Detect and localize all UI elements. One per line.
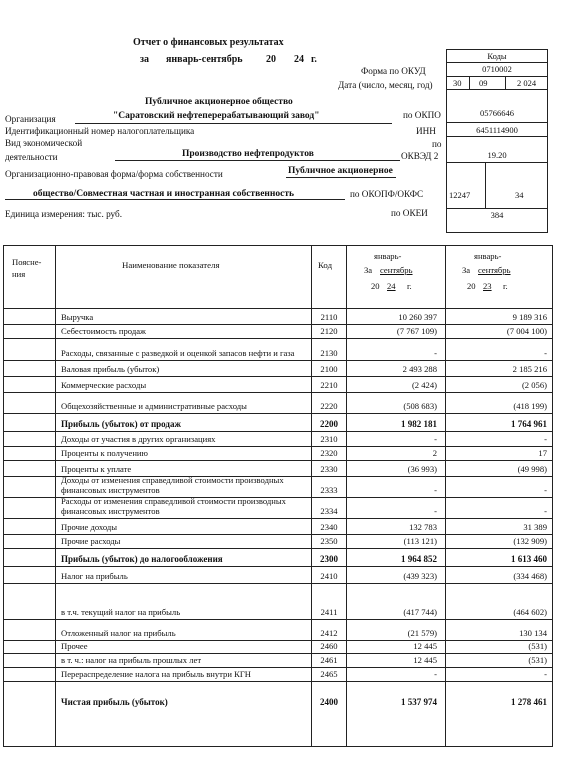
table-row	[4, 534, 552, 548]
table-row	[4, 338, 552, 360]
year-prefix: 20	[266, 54, 276, 65]
row-value-current: -	[434, 434, 437, 444]
row-value-previous: -	[544, 434, 547, 444]
row-value-current: 12 445	[413, 641, 437, 651]
row-name: Перераспределение налога на прибыль внутри КГН	[61, 669, 251, 679]
row-name: Выручка	[61, 312, 94, 322]
row-name: Прочее	[61, 641, 88, 651]
col-header-p1-d: 20	[371, 281, 380, 291]
row-name: Прибыль (убыток) от продаж	[61, 419, 181, 429]
report-period: январь-сентябрь	[166, 54, 243, 65]
okved-label-top: по	[432, 139, 442, 149]
okei-label: по ОКЕИ	[391, 208, 428, 218]
row-value-current: -	[434, 669, 437, 679]
col-header-p1-e: 24	[387, 281, 396, 291]
row-value-previous: (132 909)	[513, 536, 547, 546]
row-code: 2220	[320, 401, 338, 411]
row-value-current: (21 579)	[407, 628, 437, 638]
codes-box	[446, 49, 548, 233]
report-title: Отчет о финансовых результатах	[133, 37, 284, 48]
row-value-previous: (531)	[528, 655, 547, 665]
row-value-current: (508 683)	[403, 401, 437, 411]
row-value-current: (113 121)	[403, 536, 437, 546]
okved-label: ОКВЭД 2	[401, 151, 439, 161]
row-value-current: (439 323)	[403, 571, 437, 581]
row-name: Прибыль (убыток) до налогообложения	[61, 554, 223, 564]
row-code: 2411	[320, 607, 338, 617]
row-value-previous: 17	[538, 448, 547, 458]
row-name: Расходы от изменения справедливой стоимости производных финансовых инструментов	[61, 496, 286, 516]
table-row	[4, 376, 552, 392]
row-value-current: 1 537 974	[401, 697, 437, 707]
okved-value: 19.20	[487, 150, 507, 160]
row-code: 2210	[320, 380, 338, 390]
table-row	[4, 446, 552, 460]
col-header-p2-b: За	[462, 265, 471, 275]
row-name: Общехозяйственные и административные расходы	[61, 401, 247, 411]
row-value-previous: -	[544, 348, 547, 358]
row-value-previous: 31 389	[523, 522, 547, 532]
date-month: 09	[479, 78, 488, 88]
okopf-value: 12247	[449, 190, 471, 200]
row-value-previous: (49 998)	[517, 464, 547, 474]
row-name: Налог на прибыль	[61, 571, 128, 581]
row-value-previous: (7 004 100)	[506, 326, 547, 336]
row-code: 2412	[320, 628, 338, 638]
col-header-p2-e: 23	[483, 281, 492, 291]
row-value-previous: -	[544, 506, 547, 516]
table-row	[4, 583, 552, 619]
financial-results-table	[3, 245, 553, 747]
row-value-current: (417 744)	[403, 607, 437, 617]
okfs-value: 34	[515, 190, 524, 200]
row-code: 2340	[320, 522, 338, 532]
row-code: 2334	[320, 506, 338, 516]
row-value-previous: 1 764 961	[511, 419, 547, 429]
row-value-current: -	[434, 348, 437, 358]
row-value-previous: (334 468)	[513, 571, 547, 581]
row-code: 2461	[320, 655, 338, 665]
col-header-p2-f: г.	[503, 281, 508, 291]
okpo-label: по ОКПО	[403, 110, 441, 120]
year-end: г.	[311, 54, 317, 65]
row-code: 2300	[320, 554, 338, 564]
table-row	[4, 360, 552, 376]
table-row	[4, 476, 552, 497]
row-name: Отложенный налог на прибыль	[61, 628, 176, 638]
col-header-note: Поясне- ния	[12, 257, 42, 279]
table-row	[4, 653, 552, 667]
row-value-previous: 1 613 460	[511, 554, 547, 564]
row-code: 2333	[320, 485, 338, 495]
table-row	[4, 413, 552, 431]
okei-value: 384	[490, 210, 504, 220]
row-name: в т.ч. текущий налог на прибыль	[61, 607, 181, 617]
row-name: Доходы от изменения справедливой стоимости производных финансовых инструментов	[61, 475, 284, 495]
table-row	[4, 324, 552, 338]
org-form-type: Публичное акционерное общество	[145, 97, 293, 107]
row-value-current: 1 964 852	[401, 554, 437, 564]
row-value-current: 12 445	[413, 655, 437, 665]
row-name: Прочие доходы	[61, 522, 118, 532]
row-code: 2100	[320, 364, 338, 374]
okpo-value: 05766646	[480, 108, 514, 118]
row-value-previous: -	[544, 669, 547, 679]
row-code: 2120	[320, 326, 338, 336]
row-value-current: 2 493 288	[402, 364, 437, 374]
okud-label: Форма по ОКУД	[361, 66, 426, 76]
row-value-current: (7 767 109)	[396, 326, 437, 336]
activity-value: Производство нефтепродуктов	[182, 149, 314, 159]
row-value-previous: (2 056)	[521, 380, 547, 390]
row-value-current: 2	[432, 448, 437, 458]
row-name: Коммерческие расходы	[61, 380, 147, 390]
row-code: 2110	[320, 312, 338, 322]
table-row	[4, 518, 552, 534]
inn-value: 6451114900	[476, 125, 518, 135]
activity-label-2: деятельности	[5, 152, 58, 162]
table-row	[4, 681, 552, 709]
activity-label-1: Вид экономической	[5, 138, 83, 148]
row-name: Проценты к получению	[61, 448, 148, 458]
table-row	[4, 460, 552, 476]
col-header-p2-d: 20	[467, 281, 476, 291]
row-name: в т. ч.: налог на прибыль прошлых лет	[61, 655, 202, 665]
col-header-p1-f: г.	[407, 281, 412, 291]
col-header-p2-c: сентябрь	[478, 265, 511, 275]
row-value-previous: (418 199)	[513, 401, 547, 411]
date-year: 2 024	[517, 78, 537, 88]
col-header-code: Код	[318, 260, 333, 270]
title-prefix: за	[140, 54, 150, 65]
table-row	[4, 566, 552, 583]
row-code: 2465	[320, 669, 338, 679]
row-value-previous: 9 189 316	[512, 312, 547, 322]
row-value-previous: 130 134	[519, 628, 547, 638]
col-header-p1-c: сентябрь	[380, 265, 413, 275]
row-value-current: 10 260 397	[398, 312, 437, 322]
inn-label: Идентификационный номер налогоплательщика	[5, 126, 195, 136]
codes-heading: Коды	[487, 51, 507, 61]
okopf-label: по ОКОПФ/ОКФС	[350, 189, 424, 199]
row-name: Себестоимость продаж	[61, 326, 146, 336]
row-value-current: 132 783	[409, 522, 437, 532]
legal-form-label: Организационно-правовая форма/форма собственности	[5, 169, 223, 179]
row-code: 2200	[320, 419, 338, 429]
row-name: Проценты к уплате	[61, 464, 132, 474]
table-row	[4, 640, 552, 653]
row-value-current: (36 993)	[407, 464, 437, 474]
row-name: Прочие расходы	[61, 536, 121, 546]
date-label: Дата (число, месяц, год)	[338, 80, 433, 90]
ownership-value: общество/Совместная частная и иностранная собственность	[33, 189, 295, 199]
row-value-current: -	[434, 506, 437, 516]
row-value-previous: 2 185 216	[512, 364, 547, 374]
col-header-p1-b: За	[364, 265, 373, 275]
row-name: Чистая прибыль (убыток)	[61, 697, 168, 707]
org-name: "Саратовский нефтеперерабатывающий завод"	[113, 111, 320, 121]
org-label: Организация	[5, 114, 56, 124]
col-header-p1-a: январь-	[374, 251, 402, 261]
row-value-previous: (531)	[528, 641, 547, 651]
year-suffix: 24	[294, 54, 304, 65]
inn-code-label: ИНН	[416, 126, 436, 136]
row-value-current: 1 982 181	[401, 419, 437, 429]
row-code: 2460	[320, 641, 338, 651]
row-code: 2320	[320, 448, 338, 458]
table-row	[4, 392, 552, 413]
row-code: 2350	[320, 536, 338, 546]
table-row	[4, 667, 552, 681]
table-row	[4, 308, 552, 324]
units-label: Единица измерения: тыс. руб.	[5, 209, 122, 219]
table-row	[4, 497, 552, 518]
row-value-current: (2 424)	[411, 380, 437, 390]
row-code: 2400	[320, 697, 338, 707]
table-row	[4, 619, 552, 640]
col-header-name: Наименование показателя	[122, 260, 220, 270]
row-value-previous: (464 602)	[513, 607, 547, 617]
okud-value: 0710002	[482, 64, 512, 74]
table-row	[4, 431, 552, 446]
legal-form-value: Публичное акционерное	[288, 166, 393, 176]
row-code: 2310	[320, 434, 338, 444]
row-code: 2330	[320, 464, 338, 474]
row-value-previous: 1 278 461	[511, 697, 547, 707]
row-code: 2410	[320, 571, 338, 581]
table-row	[4, 548, 552, 566]
col-header-p2-a: январь-	[474, 251, 502, 261]
row-name: Валовая прибыль (убыток)	[61, 364, 160, 374]
date-day: 30	[453, 78, 462, 88]
row-name: Расходы, связанные с разведкой и оценкой запасов нефти и газа	[61, 348, 295, 358]
row-name: Доходы от участия в других организациях	[61, 434, 216, 444]
row-value-previous: -	[544, 485, 547, 495]
row-value-current: -	[434, 485, 437, 495]
row-code: 2130	[320, 348, 338, 358]
